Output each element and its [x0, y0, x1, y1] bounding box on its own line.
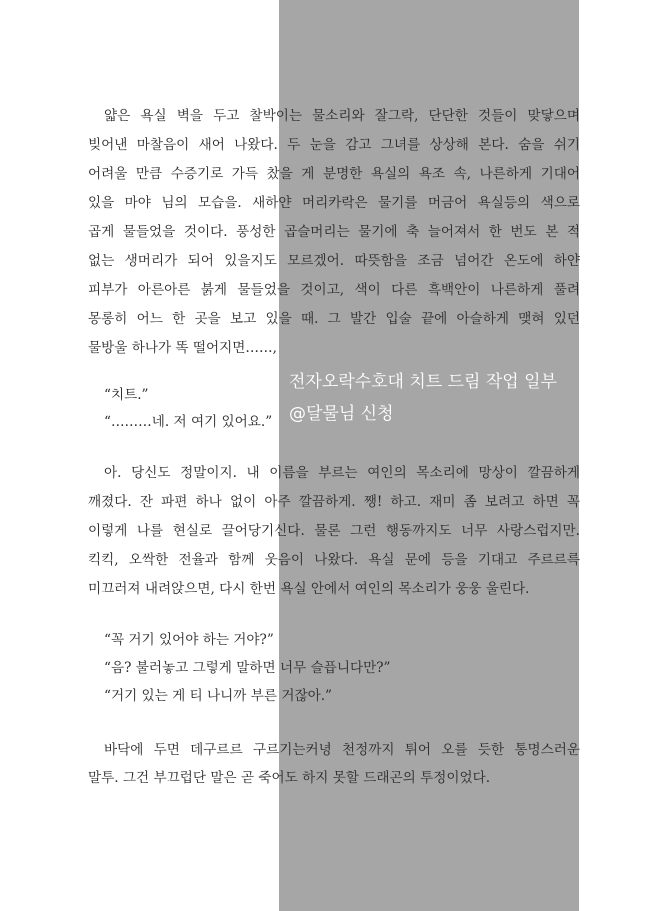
overlay-caption-credit: @달물님 신청 [289, 404, 394, 424]
dialogue-2-line-3: “거기 있는 게 티 나니까 부른 거잖아.” [104, 688, 332, 704]
paragraph-1-line-9: 물방울 하나가 똑 떨어지면……, [88, 340, 277, 356]
dialogue-2-line-1: “꼭 거기 있어야 하는 거야?” [104, 632, 274, 648]
paragraph-1-line-3: 어려울 만큼 수증기로 가득 찼을 게 분명한 욕실의 욕조 속, 나른하게 기대어 [88, 166, 580, 182]
paragraph-1-line-8: 몽롱히 어느 한 곳을 보고 있을 때. 그 발간 입술 끝에 아슬하게 맺혀 있던 [88, 311, 580, 327]
paragraph-2-line-1: 아. 당신도 정말이지. 내 이름을 부르는 여인의 목소리에 망상이 깔끔하게 [104, 465, 580, 481]
paragraph-1-line-6: 없는 생머리가 되어 있을지도 모르겠어. 따뜻함을 조금 넘어간 온도에 하얀 [88, 253, 580, 269]
paragraph-1-line-4: 있을 마야 님의 모습을. 새하얀 머리카락은 물기를 머금어 욕실등의 색으로 [88, 195, 580, 211]
paragraph-2-line-3: 이렇게 나를 현실로 끌어당기신다. 물론 그런 행동까지도 너무 사랑스럽지만. [88, 523, 580, 539]
paragraph-1-line-5: 곱게 물들었을 것이다. 풍성한 곱슬머리는 물기에 축 늘어져서 한 번도 본 적 [88, 224, 580, 240]
paragraph-1-line-1: 얇은 욕실 벽을 두고 찰박이는 물소리와 잘그락, 단단한 것들이 맞닿으며 [104, 108, 580, 124]
paragraph-3-line-2: 말투. 그건 부끄럽단 말은 곧 죽어도 하지 못할 드래곤의 투정이었다. [88, 770, 491, 786]
document-page [88, 0, 580, 911]
dialogue-1-line-1: “치트.” [104, 387, 149, 403]
paragraph-1-line-2: 빚어낸 마찰음이 새어 나왔다. 두 눈을 감고 그녀를 상상해 본다. 숨을 쉬기 [88, 137, 580, 153]
paragraph-2-line-5: 미끄러져 내려앉으면, 다시 한번 욕실 안에서 여인의 목소리가 웅웅 울린다. [88, 581, 530, 597]
paragraph-3-line-1: 바닥에 두면 데구르르 구르기는커녕 천정까지 튀어 오를 듯한 통명스러운 [104, 742, 580, 758]
overlay-caption-title: 전자오락수호대 치트 드림 작업 일부 [289, 372, 557, 392]
paragraph-1-line-7: 피부가 아른아른 붉게 물들었을 것이고, 색이 다른 흑백안이 나른하게 풀려 [88, 282, 580, 298]
paragraph-2-line-4: 킥킥, 오싹한 전율과 함께 웃음이 나왔다. 욕실 문에 등을 기대고 주르르륵 [88, 552, 580, 568]
dialogue-1-line-2: “………네. 저 여기 있어요.” [104, 414, 273, 430]
paragraph-2-line-2: 깨졌다. 잔 파편 하나 없이 아주 깔끔하게. 쨍! 하고. 재미 좀 보려고 하면 꼭 [88, 494, 580, 510]
dialogue-2-line-2: “음? 불러놓고 그렇게 말하면 너무 슬픕니다만?” [104, 660, 391, 676]
